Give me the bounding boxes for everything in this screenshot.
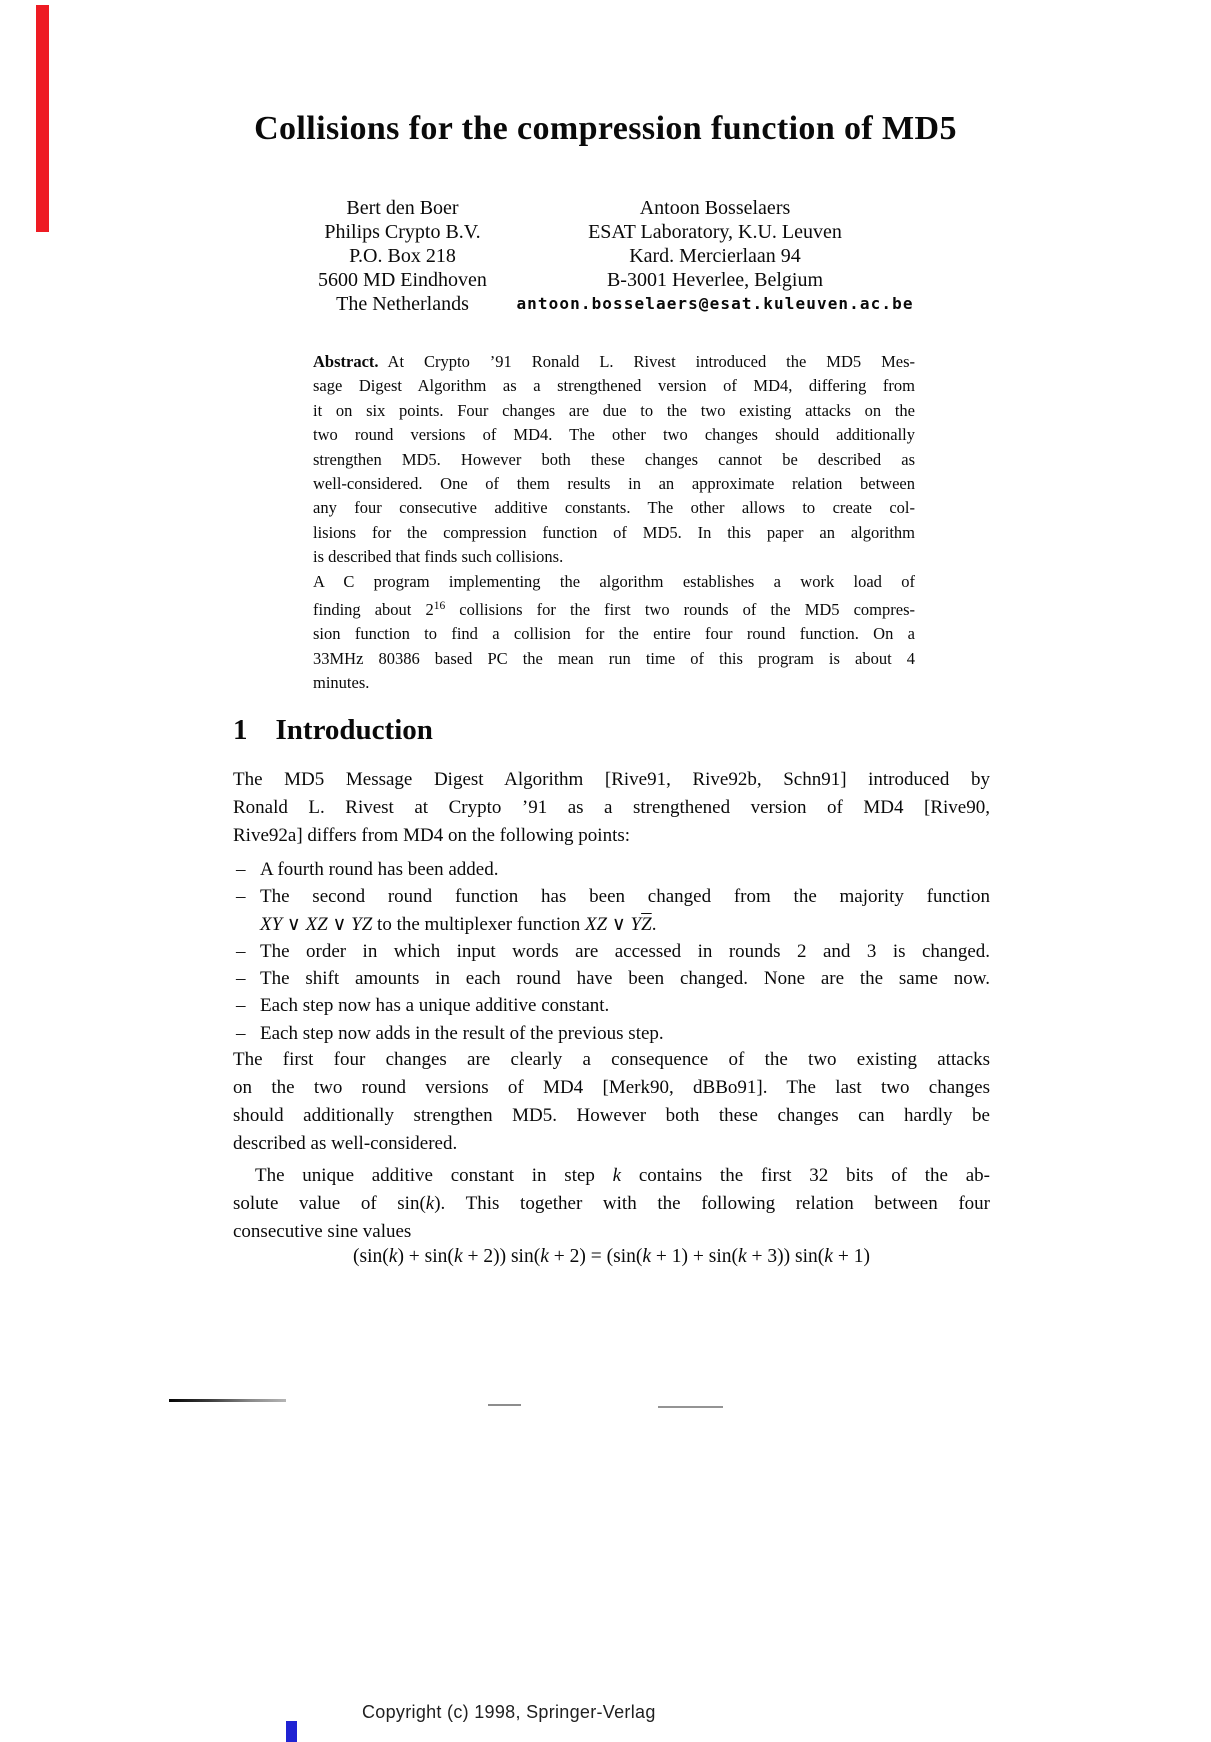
author-address: The Netherlands: [336, 293, 469, 315]
author-affiliation: Philips Crypto B.V.: [324, 221, 481, 243]
intro-paragraph: [233, 766, 990, 850]
math-variable-k: k: [453, 1246, 463, 1267]
abstract-line: two round versions of MD4. The other two changes should additionally: [313, 425, 915, 445]
formula-segment: + 2) = (sin(: [548, 1246, 643, 1267]
text-line: [260, 911, 990, 938]
text-line: A fourth round has been added.: [260, 859, 499, 880]
text-line: consecutive sine values: [233, 1221, 412, 1242]
abstract-text: finding about 2: [313, 600, 434, 620]
text-segment: to the multiplexer function: [372, 913, 585, 935]
section-number: 1: [233, 714, 248, 746]
text-line: on the two round versions of MD4 [Merk90, dBBo91]. The last two changes: [233, 1077, 990, 1098]
abstract-line: [313, 594, 915, 622]
text-line: Each step now adds in the result of the previous step.: [260, 1022, 664, 1044]
author-address: P.O. Box 218: [349, 245, 456, 267]
author-address: Kard. Mercierlaan 94: [629, 245, 801, 267]
text-line: The first four changes are clearly a consequence of the two existing attacks: [233, 1049, 990, 1070]
abstract-text: collisions for the first two rounds of the MD5 compres-: [445, 600, 916, 620]
math-variable-k: k: [540, 1246, 549, 1267]
abstract-line: A C program implementing the algorithm establishes a work load of: [313, 571, 915, 591]
body-paragraph: [233, 1046, 990, 1158]
text-line: The second round function has been changed from the majority function: [260, 886, 990, 908]
text-line: The order in which input words are accessed in rounds 2 and 3 is changed.: [260, 940, 990, 962]
exponent-superscript: 16: [433, 600, 446, 613]
dash-bullet-icon: –: [236, 940, 246, 962]
formula-segment: + 1) + sin(: [651, 1246, 739, 1267]
author-email: antoon.bosselaers@esat.kuleuven.ac.be: [516, 294, 914, 313]
dash-bullet-icon: –: [236, 995, 246, 1017]
abstract-line: 33MHz 80386 based PC the mean run time of this program is about 4: [313, 648, 915, 668]
abstract-line: sion function to find a collision for the entire four round function. On a: [313, 624, 915, 644]
abstract-label: Abstract.: [313, 352, 379, 371]
changes-list: [233, 856, 990, 1047]
text-line: should additionally strengthen MD5. However both these changes can hardly be: [233, 1105, 990, 1126]
text-line: The MD5 Message Digest Algorithm [Rive91, Rive92b, Schn91] introduced by: [233, 769, 990, 790]
formula-segment: + 2)) sin(: [462, 1246, 541, 1267]
text-segment: contains the first 32 bits of the ab-: [621, 1165, 991, 1186]
text-segment: ). This together with the following relation between four: [434, 1193, 991, 1214]
math-variable-k: k: [824, 1246, 833, 1267]
list-item: [233, 883, 990, 938]
math-variable-k: k: [388, 1246, 398, 1267]
dash-bullet-icon: –: [236, 968, 246, 990]
text-line: Each step now has a unique additive constant.: [260, 995, 610, 1017]
body-paragraph: [233, 1162, 990, 1246]
abstract-line: well-considered. One of them results in an approximate relation between: [313, 474, 915, 494]
formula-segment: + 3)) sin(: [746, 1246, 825, 1267]
math-variable-k: k: [612, 1165, 622, 1186]
section-title: Introduction: [275, 714, 433, 746]
paper-title: Collisions for the compression function of MD5: [254, 110, 957, 147]
abstract-text: At Crypto ’91 Ronald L. Rivest introduced the MD5 Mes-: [387, 352, 915, 371]
abstract-line: lisions for the compression function of MD5. In this paper an algorithm: [313, 522, 915, 542]
text-line: The shift amounts in each round have been changed. None are the same now.: [260, 968, 990, 990]
author-affiliation: ESAT Laboratory, K.U. Leuven: [588, 221, 842, 243]
author-address: 5600 MD Eindhoven: [318, 269, 487, 291]
formula-segment: ) + sin(: [397, 1246, 454, 1267]
author-address: B-3001 Heverlee, Belgium: [606, 269, 824, 291]
text-segment: .: [651, 913, 657, 935]
dash-bullet-icon: –: [236, 859, 246, 880]
text-line: Rive92a] differs from MD4 on the following points:: [233, 825, 631, 846]
math-overline-z: $\overline{Z}$: [641, 913, 652, 935]
sine-relation-formula: [233, 1246, 990, 1268]
section-heading: [233, 714, 433, 747]
abstract-line: any four consecutive additive constants. The other allows to create col-: [313, 498, 915, 518]
scan-artifact-line: [169, 1399, 286, 1402]
text-segment: solute value of sin(: [233, 1193, 426, 1214]
abstract-line: [313, 350, 915, 374]
math-variable-k: k: [738, 1246, 747, 1267]
text-segment: The unique additive constant in step: [255, 1165, 613, 1186]
dash-bullet-icon: –: [236, 886, 246, 908]
list-item: [233, 1020, 990, 1047]
dash-bullet-icon: –: [236, 1022, 246, 1044]
abstract-line: strengthen MD5. However both these changes cannot be described as: [313, 449, 915, 469]
abstract-line: is described that finds such collisions.: [313, 547, 564, 567]
author-name: Bert den Boer: [346, 197, 459, 219]
math-expression: XY ∨ XZ ∨ YZ: [260, 913, 373, 935]
formula-segment: (sin(: [353, 1246, 389, 1267]
abstract-line: sage Digest Algorithm as a strengthened version of MD4, differing from: [313, 376, 915, 396]
list-item: [233, 938, 990, 965]
text-line: described as well-considered.: [233, 1133, 458, 1154]
abstract-line: minutes.: [313, 673, 370, 693]
text-line: Ronald L. Rivest at Crypto ’91 as a strengthened version of MD4 [Rive90,: [233, 797, 990, 818]
scan-artifact-line: [658, 1406, 723, 1408]
author-name: Antoon Bosselaers: [639, 197, 791, 219]
list-item: [233, 856, 990, 883]
copyright-notice: Copyright (c) 1998, Springer-Verlag: [362, 1702, 656, 1722]
formula-segment: + 1): [832, 1246, 870, 1267]
abstract-line: it on six points. Four changes are due to the two existing attacks on the: [313, 400, 915, 420]
math-expression: XZ ∨ Y: [584, 913, 642, 935]
math-variable-k: k: [425, 1193, 435, 1214]
text-line: [233, 1190, 990, 1218]
math-variable-k: k: [642, 1246, 652, 1267]
abstract-block: [313, 350, 915, 696]
author-column-right: [500, 196, 930, 316]
list-item: [233, 992, 990, 1019]
list-item: [233, 965, 990, 992]
blue-edge-mark: [286, 1721, 297, 1742]
text-line: [233, 1162, 990, 1190]
scan-artifact-line: [488, 1404, 521, 1406]
